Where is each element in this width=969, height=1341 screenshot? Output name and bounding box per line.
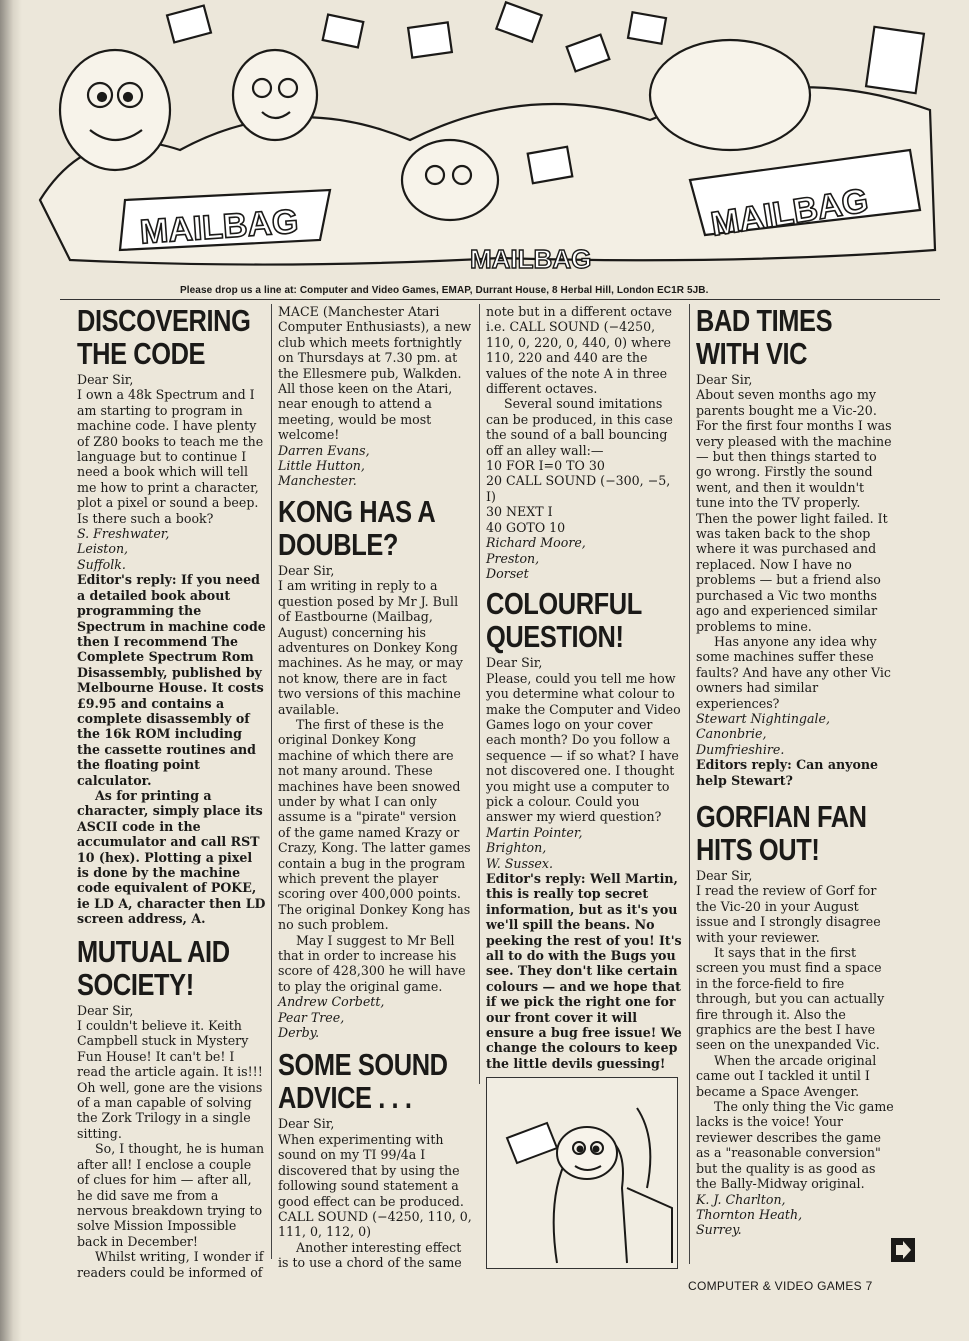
continue-arrow-icon: [890, 1237, 916, 1263]
editors-reply: As for printing a character, simply place its ASCII code in the accumulator and call RST 10 (hex). Plotting a pixel is done by the machine code equivalent of POKE, ie LD A, character then LD screen address, A.: [77, 787, 266, 927]
editors-reply: Editor's reply: If you need a detailed book about programming the Spectrum in machine code then I recommend The Complete Spectrum Rom Disassembly, published by Melbourne House. It costs £9.95 and contains a complete disassembly of the 16k ROM including the cassette routines and the floating point calculator.: [77, 572, 266, 788]
signature-name: Martin Pointer,: [486, 824, 583, 840]
column-1: [77, 303, 267, 1280]
salutation: Dear Sir,: [696, 372, 753, 387]
column-divider: [271, 304, 272, 1259]
signature-name: Richard Moore,: [486, 535, 586, 551]
signature-name: Darren Evans,: [278, 442, 370, 458]
letter-body: The only thing the Vic game lacks is the voice! Your reviewer describes the game as a "reasonable conversion" but the quality is as good as the Bally-Midway original.: [696, 1099, 894, 1192]
salutation: Dear Sir,: [486, 655, 543, 671]
mailbag-word-middle: MAILBAG: [470, 244, 592, 274]
signature-town: Preston,: [486, 550, 540, 566]
signature-county: Suffolk.: [77, 556, 126, 572]
letter-body: Please, could you tell me how you determine what colour to make the Computer and Video Games logo on your cover each month? Do you follow a sequence — if so what? I have not discovered one. I thought you might use a computer to pick a colour. Could you answer my wierd question?: [486, 670, 681, 825]
letter-body: So, I thought, he is human after all! I enclose a couple of clues for him — after all, he did save me from a nervous breakdown trying to solve Mission Impossible back in December!: [77, 1141, 265, 1249]
code-line: 40 GOTO 10: [486, 519, 566, 535]
mailbag-header-illustration: [30, 0, 945, 280]
headline-gorfian-fan-hits-out: GORFIAN FAN HITS OUT!: [696, 798, 867, 867]
bug-cartoon-illustration: [486, 1077, 678, 1269]
headline-bad-times-with-vic: BAD TIMES WITH VIC: [696, 303, 833, 371]
salutation: Dear Sir,: [77, 1002, 134, 1018]
code-line: 20 CALL SOUND (−300, −5, I): [486, 473, 671, 504]
address-line: Please drop us a line at: Computer and Video Games, EMAP, Durrant House, 8 Herbal Hill, London EC1R 5JB.: [180, 285, 709, 296]
letter-body: I read the review of Gorf for the Vic-20 in your August issue and I strongly disagree with your reviewer.: [696, 883, 881, 945]
letter-body: I couldn't believe it. Keith Campbell stuck in Mystery Fun House! It can't be! I read the article again. It is!!! Oh well, gone are the visions of a man capable of solving the Zork Trilogy in a single sitting.: [77, 1018, 263, 1141]
signature-county: Manchester.: [278, 473, 357, 489]
headline-colourful-question: COLOURFUL QUESTION!: [486, 586, 642, 655]
headline-kong-has-a-double: KONG HAS A DOUBLE?: [278, 493, 435, 562]
signature-name: Stewart Nightingale,: [696, 710, 830, 726]
signature-town: Little Hutton,: [278, 458, 365, 474]
letter-body: I own a 48k Spectrum and I am starting to program in machine code. I have plenty of Z80 books to teach me the language but to continue I need a book which will tell me how to print a character, plot a pixel or sound a beep. Is there such a book?: [77, 387, 264, 526]
signature-county: Derby.: [278, 1025, 320, 1041]
code-line: 10 FOR I=0 TO 30: [486, 458, 605, 474]
letter-body: MACE (Manchester Atari Computer Enthusiasts), a new club which meets fortnightly on Thursdays at 7.30 pm. at the Ellesmere pub, Walkden. All those keen on the Atari, near enough to attend a meeting, would be most welcome!: [278, 304, 472, 443]
letter-body: May I suggest to Mr Bell that in order to increase his score of 428,300 he will have to play the original game.: [278, 932, 466, 994]
headline-mutual-aid-society: MUTUAL AID SOCIETY!: [77, 933, 230, 1002]
salutation: Dear Sir,: [77, 372, 134, 387]
salutation: Dear Sir,: [278, 1116, 335, 1132]
letter-body: When experimenting with sound on my TI 99/4a I discovered that by using the following sound statement a good effect can be produced. CALL SOUND (−4250, 110, 0, 111, 0, 112, 0): [278, 1131, 472, 1240]
letter-body: Whilst writing, I wonder if readers could be informed of: [77, 1249, 264, 1280]
code-line: 30 NEXT I: [486, 504, 553, 520]
signature-county: W. Sussex.: [486, 855, 553, 871]
mailbag-word-right: MAILBAG: [708, 181, 871, 244]
mailbag-word-left: MAILBAG: [138, 202, 300, 252]
letter-body: Has anyone any idea why some machines suffer these faults? And have any other Vic owners had similar experiences?: [696, 633, 891, 711]
signature-town: Thornton Heath,: [696, 1206, 803, 1222]
salutation: Dear Sir,: [696, 867, 753, 883]
column-2: [278, 304, 472, 1271]
signature-county: Surrey.: [696, 1222, 742, 1238]
column-4: [696, 304, 894, 1264]
signature-town: Canonbrie,: [696, 726, 767, 742]
letter-body: Another interesting effect is to use a chord of the same: [278, 1239, 462, 1271]
letter-body: I am writing in reply to a question posed by Mr J. Bull of Eastbourne (Mailbag, August) concerning his adventures on Donkey Kong machines. As he may, or may not know, there are in fact two versions of this machine available.: [278, 578, 463, 717]
editors-reply: Editor's reply: Well Martin, this is really top secret information, but as it's you we'll spill the beans. No peeking the rest of you! It's all to do with the Bugs you see. They don't like certain colours — and we hope that if we pick the right one for our front cover it will ensure a bug free issue! We change the colours to keep the little devils guessing!: [486, 871, 682, 1071]
letter-body: The first of these is the original Donkey Kong machine of which there are not many around. These machines have been snowed under by what I can only assume is a "pirate" version of the game named Krazy or Crazy, Kong. The latter games contain a bug in the program which prevent the player scoring over 400,000 points. The original Donkey Kong has no such problem.: [278, 716, 471, 933]
headline-discovering-the-code: DISCOVERING THE CODE: [77, 303, 251, 371]
salutation: Dear Sir,: [278, 562, 335, 578]
signature-county: Dorset: [486, 565, 529, 581]
letter-body: Several sound imitations can be produced, in this case the sound of a ball bouncing off an alley wall:—: [486, 396, 673, 458]
letter-body: note but in a different octave i.e. CALL SOUND (−4250, 110, 0, 220, 0, 440, 0) where 110, 220 and 440 are the values of the note A in three different octaves.: [486, 304, 673, 397]
column-divider: [689, 304, 690, 1264]
signature-town: Leiston,: [77, 541, 129, 557]
headline-some-sound-advice: SOME SOUND ADVICE . . .: [278, 1047, 448, 1116]
signature-name: Andrew Corbett,: [278, 994, 385, 1010]
binding-spine: [0, 0, 22, 1341]
page-footer: COMPUTER & VIDEO GAMES 7: [688, 1279, 873, 1293]
letter-body: It says that in the first screen you must find a space in the force-field to fire through, but you can actually fire through it. Also the graphics are the best I have seen on the unexpanded Vic.: [696, 945, 885, 1053]
column-divider: [479, 304, 480, 1084]
header-rule: [60, 299, 940, 300]
signature-name: K. J. Charlton,: [696, 1191, 786, 1207]
signature-town: Pear Tree,: [278, 1009, 345, 1025]
signature-town: Brighton,: [486, 840, 547, 856]
editors-reply: Editors reply: Can anyone help Stewart?: [696, 757, 879, 788]
signature-name: S. Freshwater,: [77, 526, 170, 542]
column-3: [486, 304, 682, 1264]
letter-body: About seven months ago my parents bought me a Vic-20. For the first four months I was very pleased with the machine — but then things started to go wrong. Firstly the sound went, and then it wouldn't tune into the TV properly. Then the power light failed. It was taken back to the shop where it was purchased and replaced. Now I have no problems — but a friend also purchased a Vic two months ago and experienced similar problems to mine.: [696, 387, 892, 634]
signature-county: Dumfrieshire.: [696, 741, 785, 757]
letter-body: When the arcade original came out I tackled it until I became a Space Avenger.: [696, 1052, 877, 1099]
